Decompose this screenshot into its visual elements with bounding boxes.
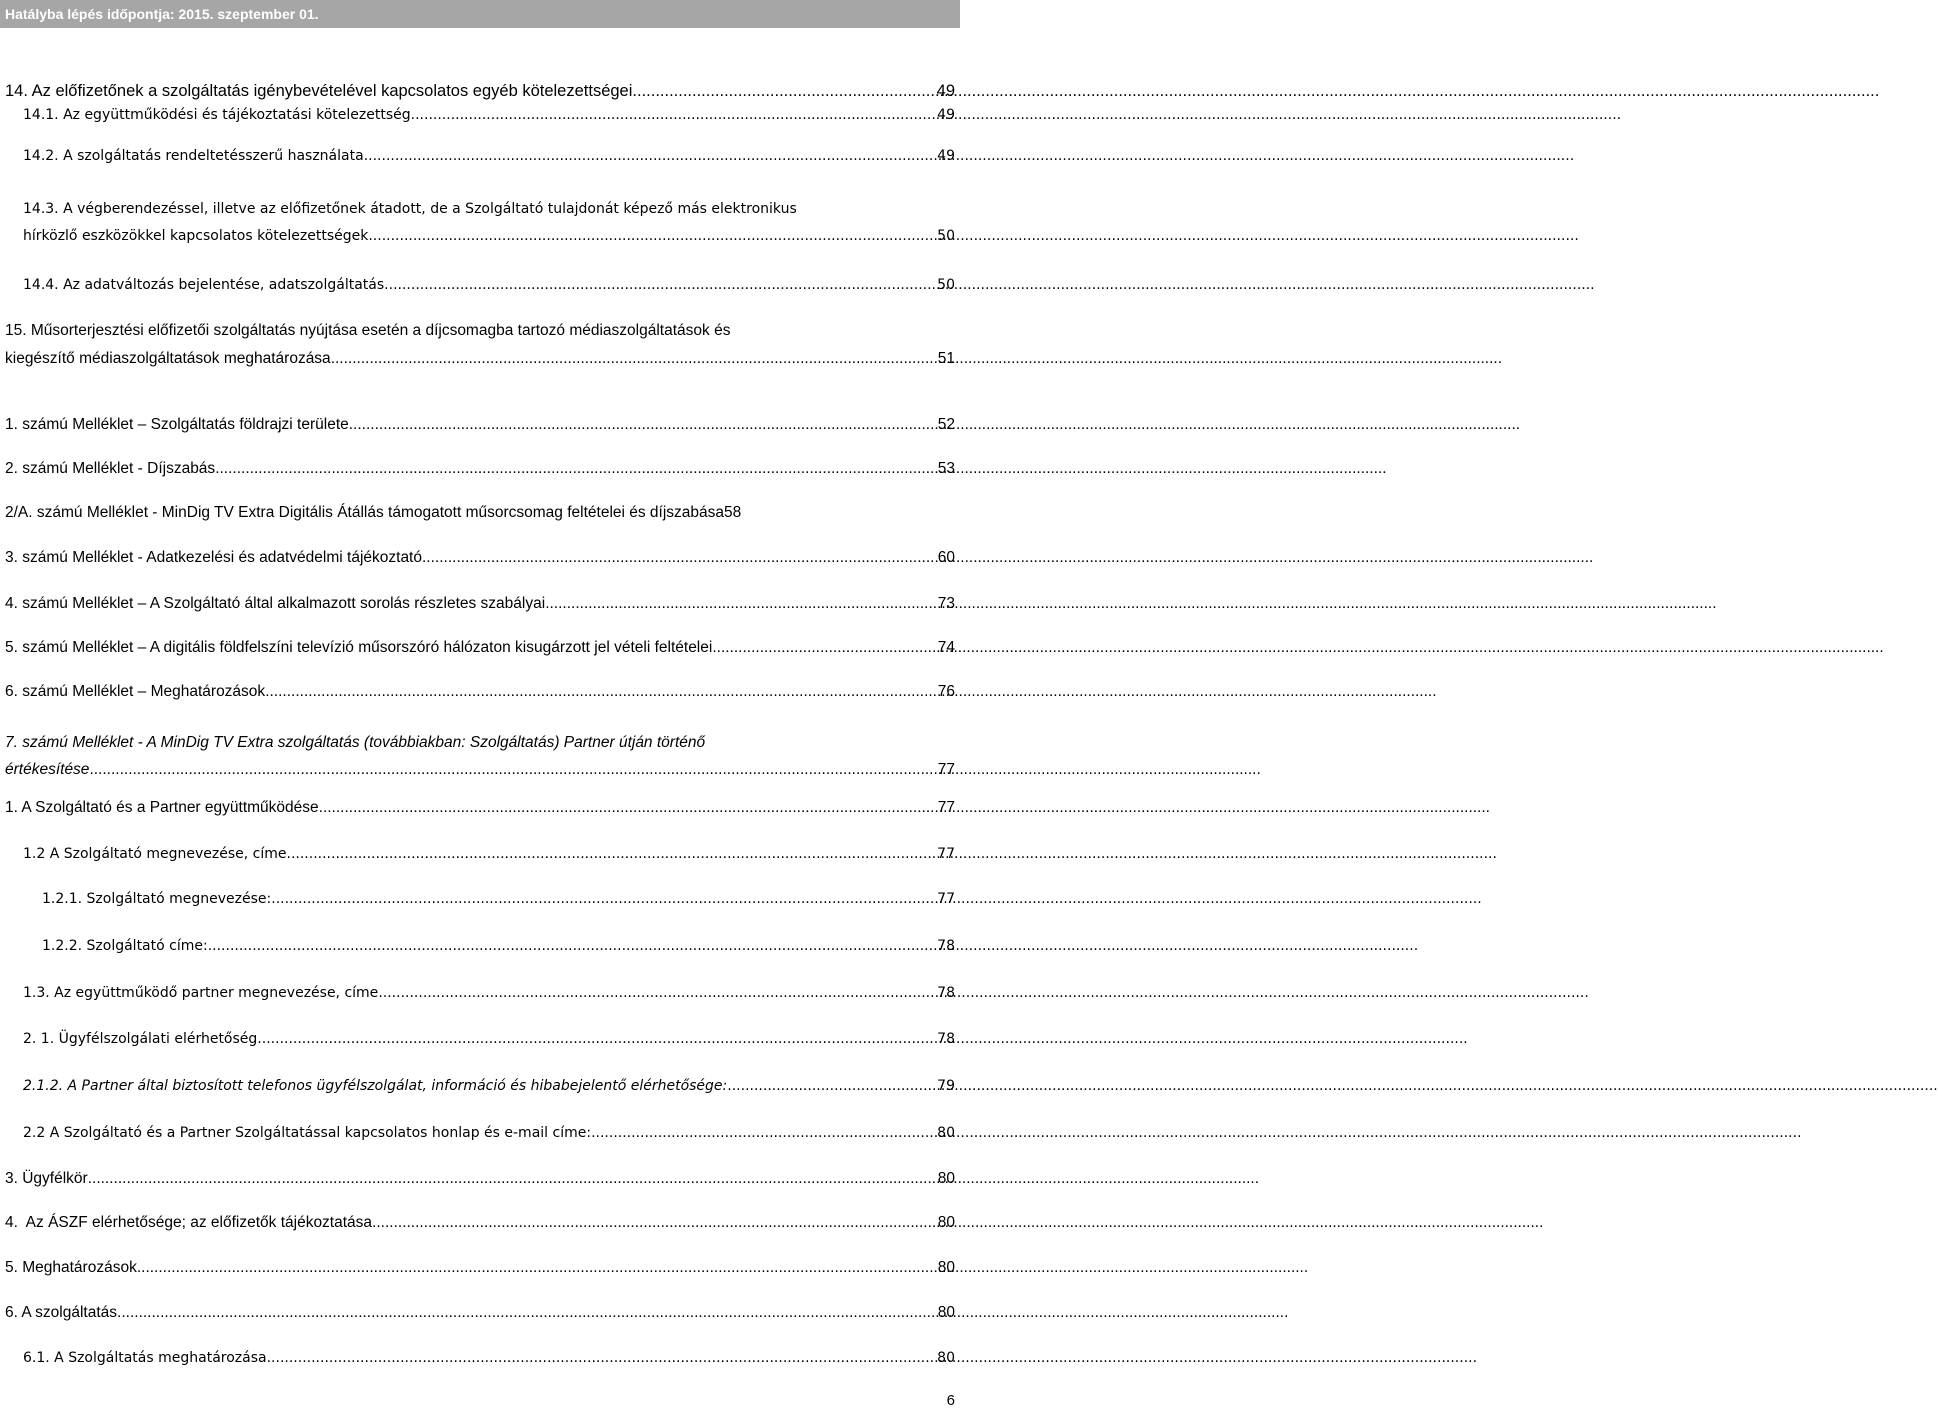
- toc-entry-title-line1: 7. számú Melléklet - A MinDig TV Extra szolgáltatás (továbbiakban: Szolgáltatás) Partner útján történő: [5, 734, 706, 751]
- toc-entry-page: 80: [937, 1214, 955, 1231]
- toc-entry-page: 49: [937, 148, 955, 164]
- toc-entry-page: 79: [937, 1078, 955, 1094]
- toc-entry-page: 80: [937, 1259, 955, 1276]
- toc-entry-title: 5. Meghatározások: [5, 1259, 137, 1276]
- toc-entry[interactable]: [23, 148, 955, 164]
- toc-entry[interactable]: [23, 846, 955, 862]
- toc-entry[interactable]: [5, 416, 955, 434]
- toc-leader: [712, 639, 935, 657]
- toc-leader: [117, 1304, 936, 1322]
- toc-leader: [331, 345, 936, 373]
- toc-entry[interactable]: [5, 1259, 955, 1277]
- toc-leader: [727, 1078, 935, 1094]
- toc-entry[interactable]: [42, 938, 955, 954]
- toc-entry-title: 1. számú Melléklet – Szolgáltatás földrajzi területe: [5, 416, 349, 433]
- toc-entry-page: 77: [937, 799, 955, 816]
- toc-entry-title: 3. Ügyfélkör: [5, 1170, 88, 1187]
- toc-entry-title: 3. számú Melléklet - Adatkezelési és adatvédelmi tájékoztató: [5, 549, 422, 566]
- toc-entry-page: 60: [937, 549, 955, 566]
- toc-leader: [319, 799, 936, 817]
- page-header: Hatályba lépés időpontja: 2015. szeptember 01.: [0, 0, 960, 28]
- toc-entry-title: 2.2 A Szolgáltató és a Partner Szolgáltatással kapcsolatos honlap és e-mail címe:: [23, 1125, 592, 1141]
- toc-entry-page: 76: [937, 683, 955, 700]
- toc-entry-page: 78: [937, 938, 955, 954]
- toc-leader: [384, 277, 935, 293]
- toc-entry[interactable]: [5, 683, 955, 701]
- toc-entry-page: 80: [937, 1350, 955, 1366]
- toc-entry[interactable]: [5, 729, 955, 783]
- toc-leader: [422, 549, 936, 567]
- toc-leader: [257, 1031, 935, 1047]
- toc-leader: [265, 683, 936, 701]
- toc-entry[interactable]: [5, 460, 955, 478]
- toc-entry[interactable]: [5, 82, 955, 101]
- toc-entry-title: 4. Az ÁSZF elérhetősége; az előfizetők tájékoztatása: [5, 1214, 373, 1231]
- toc-entry-page: 73: [937, 595, 955, 612]
- toc-leader: [137, 1259, 936, 1277]
- toc-leader: [89, 756, 935, 783]
- toc-leader: [88, 1170, 936, 1188]
- toc-leader: [545, 595, 936, 613]
- toc-entry-title: hírközlő eszközökkel kapcsolatos kötelezettségek: [23, 228, 369, 244]
- toc-entry-title: értékesítése: [5, 761, 90, 778]
- toc-entry-page: 77: [937, 761, 955, 778]
- toc-entry[interactable]: [5, 639, 955, 657]
- toc-entry-title: 14. Az előfizetőnek a szolgáltatás igénybevételével kapcsolatos egyéb kötelezettségei: [5, 82, 633, 100]
- toc-entry-title-line1: 15. Műsorterjesztési előfizetői szolgáltatás nyújtása esetén a díjcsomagba tartozó médiaszolgáltatások és: [5, 322, 731, 339]
- toc-entry-page: 49: [936, 82, 955, 100]
- toc-entry-title: 14.2. A szolgáltatás rendeltetésszerű használata: [23, 148, 364, 164]
- toc-entry[interactable]: [5, 799, 955, 817]
- toc-leader: [364, 148, 935, 164]
- toc-entry-title: 2/A. számú Melléklet - MinDig TV Extra Digitális Átállás támogatott műsorcsomag feltételei és díjszabása: [5, 504, 725, 521]
- toc-entry-title: kiegészítő médiaszolgáltatások meghatározása: [5, 350, 331, 367]
- toc-entry-title: 1.2.1. Szolgáltató megnevezése:: [42, 891, 272, 907]
- toc-entry-page: 50: [937, 228, 955, 244]
- toc-leader: [378, 985, 935, 1001]
- toc-leader: [215, 460, 936, 478]
- toc-entry[interactable]: [5, 1170, 955, 1188]
- toc-entry-page: 51: [937, 350, 955, 367]
- toc-leader: [349, 416, 936, 434]
- toc-entry-page: 78: [937, 1031, 955, 1047]
- toc-entry[interactable]: [23, 985, 955, 1001]
- toc-entry[interactable]: [5, 317, 955, 373]
- toc-entry[interactable]: [23, 196, 955, 250]
- page-number: 6: [946, 1392, 955, 1409]
- toc-entry[interactable]: [23, 1125, 955, 1141]
- toc-entry-page: 80: [937, 1304, 955, 1321]
- toc-entry[interactable]: [23, 277, 955, 293]
- toc-leader: [591, 1125, 935, 1141]
- toc-entry-title: 14.4. Az adatváltozás bejelentése, adatszolgáltatás: [23, 277, 385, 293]
- toc-leader: [267, 1350, 936, 1366]
- toc-entry-page: 49: [937, 107, 955, 123]
- toc-entry-title: 2. 1. Ügyfélszolgálati elérhetőség: [23, 1031, 258, 1047]
- toc-leader: [208, 938, 935, 954]
- toc-entry-page: 52: [937, 416, 955, 433]
- toc-entry-page: 80: [937, 1125, 955, 1141]
- toc-entry-title: 1.2.2. Szolgáltató címe:: [42, 938, 208, 954]
- toc-entry[interactable]: [23, 1031, 955, 1047]
- toc-entry[interactable]: [5, 1214, 955, 1232]
- toc-entry-page: 80: [937, 1170, 955, 1187]
- toc-entry-title: 1. A Szolgáltató és a Partner együttműködése: [5, 799, 319, 816]
- toc-entry-title: 6. számú Melléklet – Meghatározások: [5, 683, 266, 700]
- table-of-contents: [0, 0, 960, 1412]
- toc-entry[interactable]: [5, 1304, 955, 1322]
- toc-entry-title: 4. számú Melléklet – A Szolgáltató által alkalmazott sorolás részletes szabályai: [5, 595, 546, 612]
- toc-entry[interactable]: [42, 891, 955, 907]
- toc-entry-title: 2.1.2. A Partner által biztosított telefonos ügyfélszolgálat, információ és hibabejelentő elérhetősége:: [23, 1078, 728, 1094]
- toc-entry-title: 1.3. Az együttműködő partner megnevezése, címe: [23, 985, 379, 1001]
- toc-leader: [368, 223, 935, 250]
- toc-entry-page: 74: [937, 639, 955, 656]
- toc-entry-title: 1.2 A Szolgáltató megnevezése, címe: [23, 846, 287, 862]
- toc-entry[interactable]: [5, 595, 955, 613]
- toc-entry[interactable]: [23, 1350, 955, 1366]
- toc-entry-title: 2. számú Melléklet - Díjszabás: [5, 460, 216, 477]
- toc-entry-title: 5. számú Melléklet – A digitális földfelszíni televízió műsorszóró hálózaton kisugárzott jel vételi feltételei: [5, 639, 713, 656]
- toc-entry-page: 78: [937, 985, 955, 1001]
- toc-entry-page: 53: [937, 460, 955, 477]
- toc-entry-page: 50: [937, 277, 955, 293]
- toc-entry-page: 58: [724, 504, 742, 521]
- toc-entry[interactable]: [5, 504, 955, 522]
- toc-leader: [372, 1214, 936, 1232]
- toc-entry-page: 77: [937, 891, 955, 907]
- toc-entry-title: 14.1. Az együttműködési és tájékoztatási kötelezettség: [23, 107, 411, 123]
- toc-leader: [271, 891, 935, 907]
- toc-leader: [632, 82, 934, 101]
- toc-leader: [411, 107, 936, 123]
- toc-leader: [287, 846, 936, 862]
- toc-entry[interactable]: [5, 549, 955, 567]
- toc-entry-title-line1: 14.3. A végberendezéssel, illetve az előfizetőnek átadott, de a Szolgáltató tulajdonát képező más elektronikus: [23, 201, 797, 217]
- toc-entry[interactable]: [23, 107, 955, 123]
- toc-entry-title: 6. A szolgáltatás: [5, 1304, 118, 1321]
- toc-entry[interactable]: [23, 1078, 955, 1094]
- toc-entry-title: 6.1. A Szolgáltatás meghatározása: [23, 1350, 267, 1366]
- toc-entry-page: 77: [937, 846, 955, 862]
